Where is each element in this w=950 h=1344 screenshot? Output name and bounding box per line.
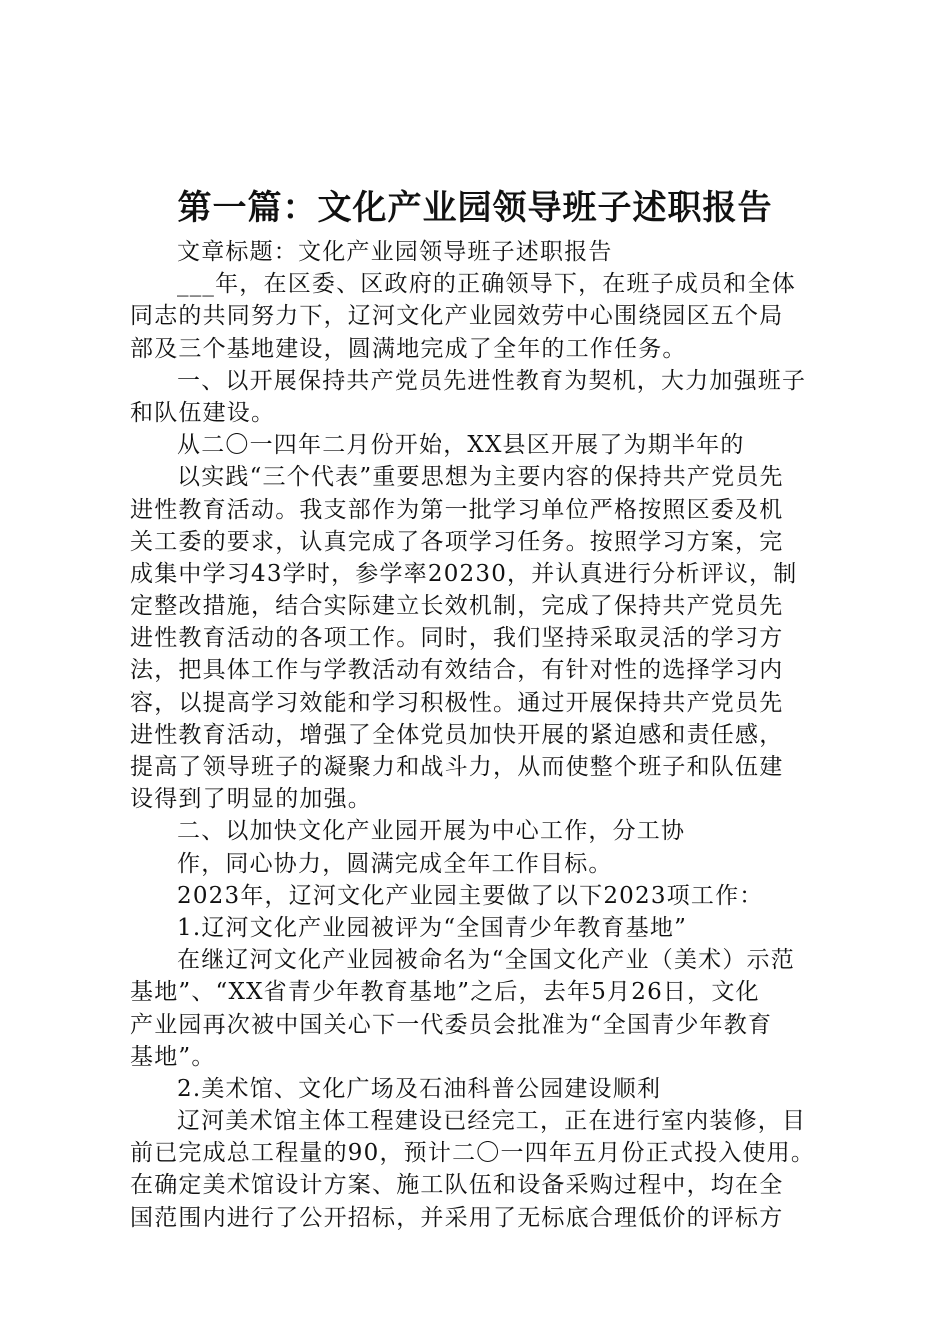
paragraph-line: 提高了领导班子的凝聚力和战斗力，从而使整个班子和队伍建 (130, 754, 784, 780)
paragraph-line: 关工委的要求，认真完成了各项学习任务。按照学习方案，完 (130, 528, 784, 555)
subheading-line: 2.美术馆、文化广场及石油科普公园建设顺利 (177, 1075, 662, 1102)
paragraph-line: 以实践“三个代表”重要思想为主要内容的保持共产党员先 (177, 464, 784, 491)
paragraph-line: 基地”、“XX省青少年教育基地”之后，去年5月26日，文化 (130, 979, 760, 1006)
paragraph-line: 进性教育活动。我支部作为第一批学习单位严格按照区委及机 (130, 496, 784, 523)
paragraph-line: 成集中学习43学时，参学率20230，并认真进行分析评议，制 (130, 560, 798, 587)
document-body (130, 236, 835, 1234)
paragraph-line: 容，以提高学习效能和学习积极性。通过开展保持共产党员先 (130, 689, 784, 716)
paragraph-line: 产业园再次被中国关心下一代委员会批准为“全国青少年教育 (130, 1011, 773, 1038)
paragraph-line: 进性教育活动，增强了全体党员加快开展的紧迫感和责任感， (130, 721, 784, 748)
paragraph-line: 从二〇一四年二月份开始，XX县区开展了为期半年的 (177, 432, 745, 459)
paragraph-line: 前已完成总工程量的90，预计二〇一四年五月份正式投入使用。 (130, 1140, 816, 1167)
paragraph-line: 基地”。 (130, 1043, 216, 1070)
subheading-line: 1.辽河文化产业园被评为“全国青少年教育基地” (177, 914, 688, 941)
paragraph-line: 进性教育活动的各项工作。同时，我们坚持采取灵活的学习方 (130, 625, 784, 652)
section-heading-line: 二、以加快文化产业园开展为中心工作，分工协 (177, 818, 686, 845)
paragraph-line: 辽河美术馆主体工程建设已经完工，正在进行室内装修，目 (177, 1108, 807, 1135)
section-heading-line: 和队伍建设。 (130, 399, 276, 426)
article-title-line: 文章标题：文化产业园领导班子述职报告 (177, 239, 613, 265)
paragraph-line: 同志的共同努力下，辽河文化产业园效劳中心围绕园区五个局 (130, 303, 784, 330)
paragraph-line: 2023年，辽河文化产业园主要做了以下2023项工作： (177, 882, 764, 909)
section-heading-line: 作，同心协力，圆满完成全年工作目标。 (177, 850, 613, 877)
paragraph-line: 定整改措施，结合实际建立长效机制，完成了保持共产党员先 (130, 593, 784, 620)
paragraph-line: 在确定美术馆设计方案、施工队伍和设备采购过程中，均在全 (130, 1172, 784, 1199)
paragraph-line: 法，把具体工作与学教活动有效结合，有针对性的选择学习内 (130, 657, 784, 684)
paragraph-line: 部及三个基地建设，圆满地完成了全年的工作任务。 (130, 335, 687, 362)
paragraph-line: 在继辽河文化产业园被命名为“全国文化产业（美术）示范 (177, 947, 795, 974)
paragraph-line: 设得到了明显的加强。 (130, 786, 372, 813)
document-title: 第一篇：文化产业园领导班子述职报告 (177, 188, 773, 228)
paragraph-line: 国范围内进行了公开招标，并采用了无标底合理低价的评标方 (130, 1204, 784, 1231)
paragraph-line: ___年，在区委、区政府的正确领导下，在班子成员和全体 (177, 271, 796, 298)
section-heading-line: 一、以开展保持共产党员先进性教育为契机，大力加强班子 (177, 367, 807, 394)
